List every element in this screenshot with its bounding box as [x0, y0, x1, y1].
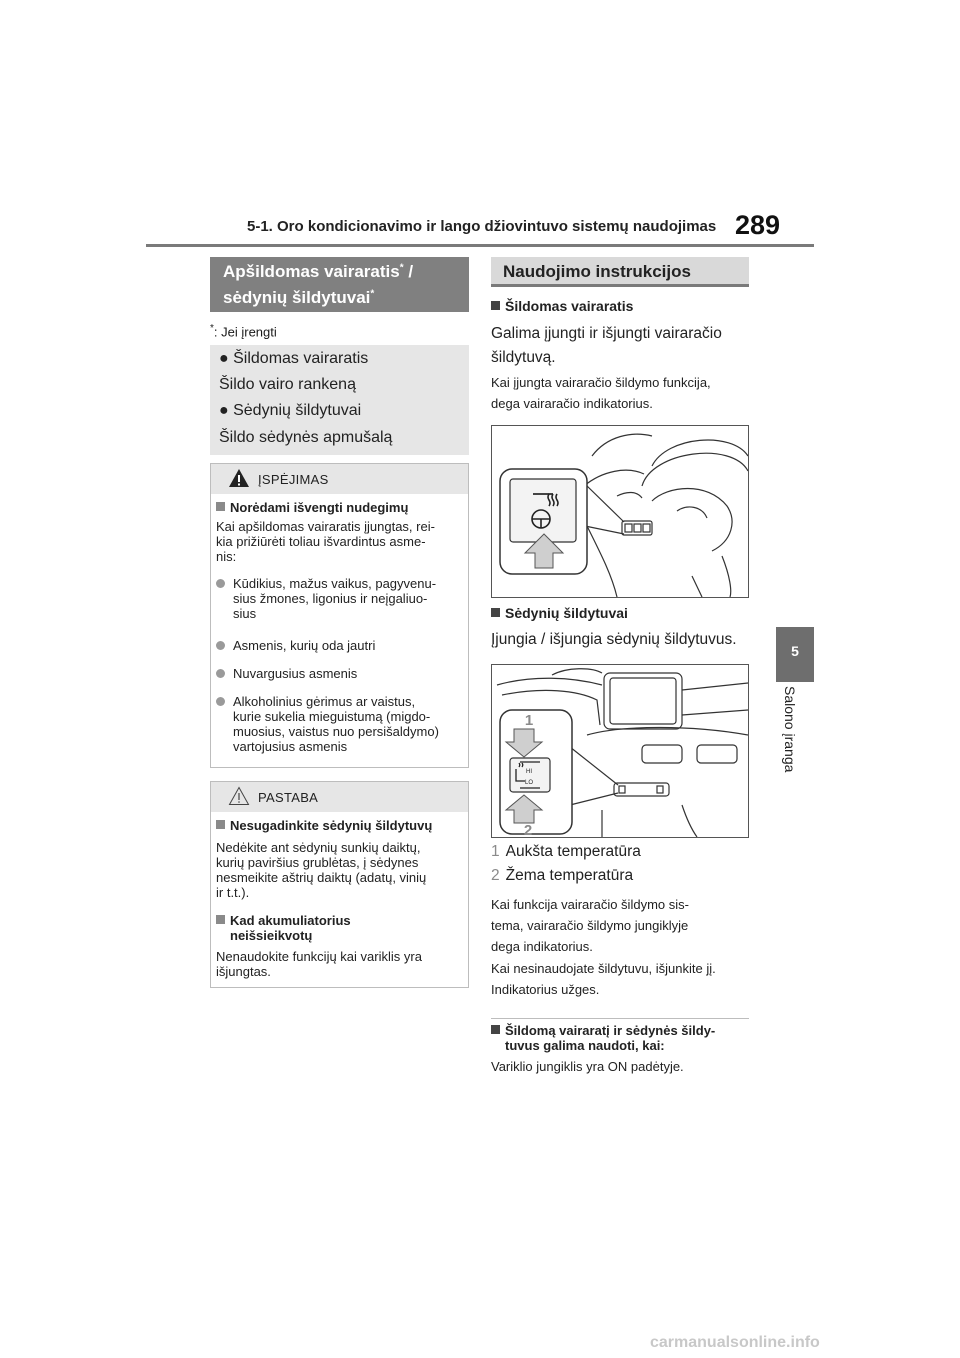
wheel-note: Kai įjungta vairaračio šildymo funkcija, dega vairaračio indikatorius.	[491, 375, 711, 411]
seat-note-2: Kai nesinaudojate šildytuvu, išjunkite jį. Indikatorius užges.	[491, 961, 716, 997]
seat-text: Įjungia / išjungia sėdynių šildytuvus.	[491, 631, 737, 648]
chapter-tab-label: Salono įranga	[782, 686, 798, 773]
hi-label: HI	[526, 769, 532, 775]
notice-heading: Kad akumuliatorius neišsieikvotų	[216, 913, 464, 943]
notice-box	[210, 781, 469, 988]
warning-label: ĮSPĖJIMAS	[258, 472, 329, 487]
notice-heading: Nesugadinkite sėdynių šildytuvų	[216, 818, 464, 833]
chapter-title: 5-1. Oro kondicionavimo ir lango džiovintuvo sistemų naudojimas	[247, 218, 717, 235]
feature-bullet: ● Šildomas vairaratis	[219, 350, 369, 367]
warning-header	[211, 464, 468, 494]
legend-item-high: 1 Aukšta temperatūra	[491, 843, 641, 860]
callout-1: 1	[524, 712, 534, 729]
steering-dashboard-illustration	[492, 426, 748, 597]
callout-2: 2	[523, 822, 533, 837]
notice-label: PASTABA	[258, 790, 319, 805]
install-note: *: Jei įrengti	[210, 323, 277, 340]
features-box	[210, 345, 469, 455]
seat-dashboard-illustration	[492, 665, 748, 837]
section-heading-right: Naudojimo instrukcijos	[491, 257, 749, 287]
usage-heading: Šildomą vairaratį ir sėdynės šildy- tuvus galima naudoti, kai:	[491, 1023, 715, 1053]
seat-note-1: Kai funkcija vairaračio šildymo sis- tema, vairaračio šildymo jungiklyje dega indikatorius.	[491, 897, 689, 954]
notice-header	[211, 782, 468, 812]
page-number: 289	[735, 210, 781, 240]
caution-icon	[228, 786, 250, 806]
feature-desc: Šildo vairo rankeną	[219, 376, 356, 393]
warning-heading: Norėdami išvengti nudegimų	[216, 500, 464, 515]
feature-bullet: ● Sėdynių šildytuvai	[219, 402, 362, 419]
feature-desc: Šildo sėdynės apmušalą	[219, 429, 393, 446]
notice-text: Nenaudokite funkcijų kai variklis yra išjungtas.	[216, 949, 422, 979]
figure-steering-heater-switch	[491, 425, 749, 598]
header-rule	[146, 244, 814, 247]
chapter-tab-number: 5	[791, 643, 799, 659]
usage-text: Variklio jungiklis yra ON padėtyje.	[491, 1059, 684, 1074]
legend-item-low: 2 Žema temperatūra	[491, 867, 634, 884]
section-heading-left: Apšildomas vairaratis* / sėdynių šildytuvai*	[210, 257, 469, 312]
wheel-text: Galima įjungti ir išjungti vairaračio šildytuvą.	[491, 325, 722, 366]
notice-text: Nedėkite ant sėdynių sunkių daiktų, kurių paviršius grublėtas, į sėdynes nesmeikite aštrių daiktų (adatų, vinių ir t.t.).	[216, 840, 427, 900]
subheading-wheel: Šildomas vairaratis	[491, 298, 633, 314]
divider	[491, 1018, 749, 1019]
watermark: carmanualsonline.info	[650, 1334, 820, 1351]
lo-label: LO	[524, 780, 534, 786]
figure-seat-heater-switch	[491, 664, 749, 838]
warning-icon	[228, 468, 250, 488]
subheading-seat: Sėdynių šildytuvai	[491, 605, 628, 621]
warning-box: ĮSPĖJIMAS Norėdami išvengti nudegimų Kai apšildomas vairaratis įjungtas, rei- kia prižiūrėti toliau išvardintus asme- nis: Kūdikius, mažus vaikus, pagyvenu- sius žmones, ligonius ir neįgaliuo- sius Asmenis, kurių oda jautri Nuvargusius asmenis Alkoholinius gėrimus ar vaistus, kurie sukelia mieguistumą (migdo- muosius, vaistus nuo persišaldymo) vartojusius asmenis	[210, 463, 469, 768]
warning-intro: Kai apšildomas vairaratis įjungtas, rei- kia prižiūrėti toliau išvardintus asme- nis:	[216, 519, 435, 564]
